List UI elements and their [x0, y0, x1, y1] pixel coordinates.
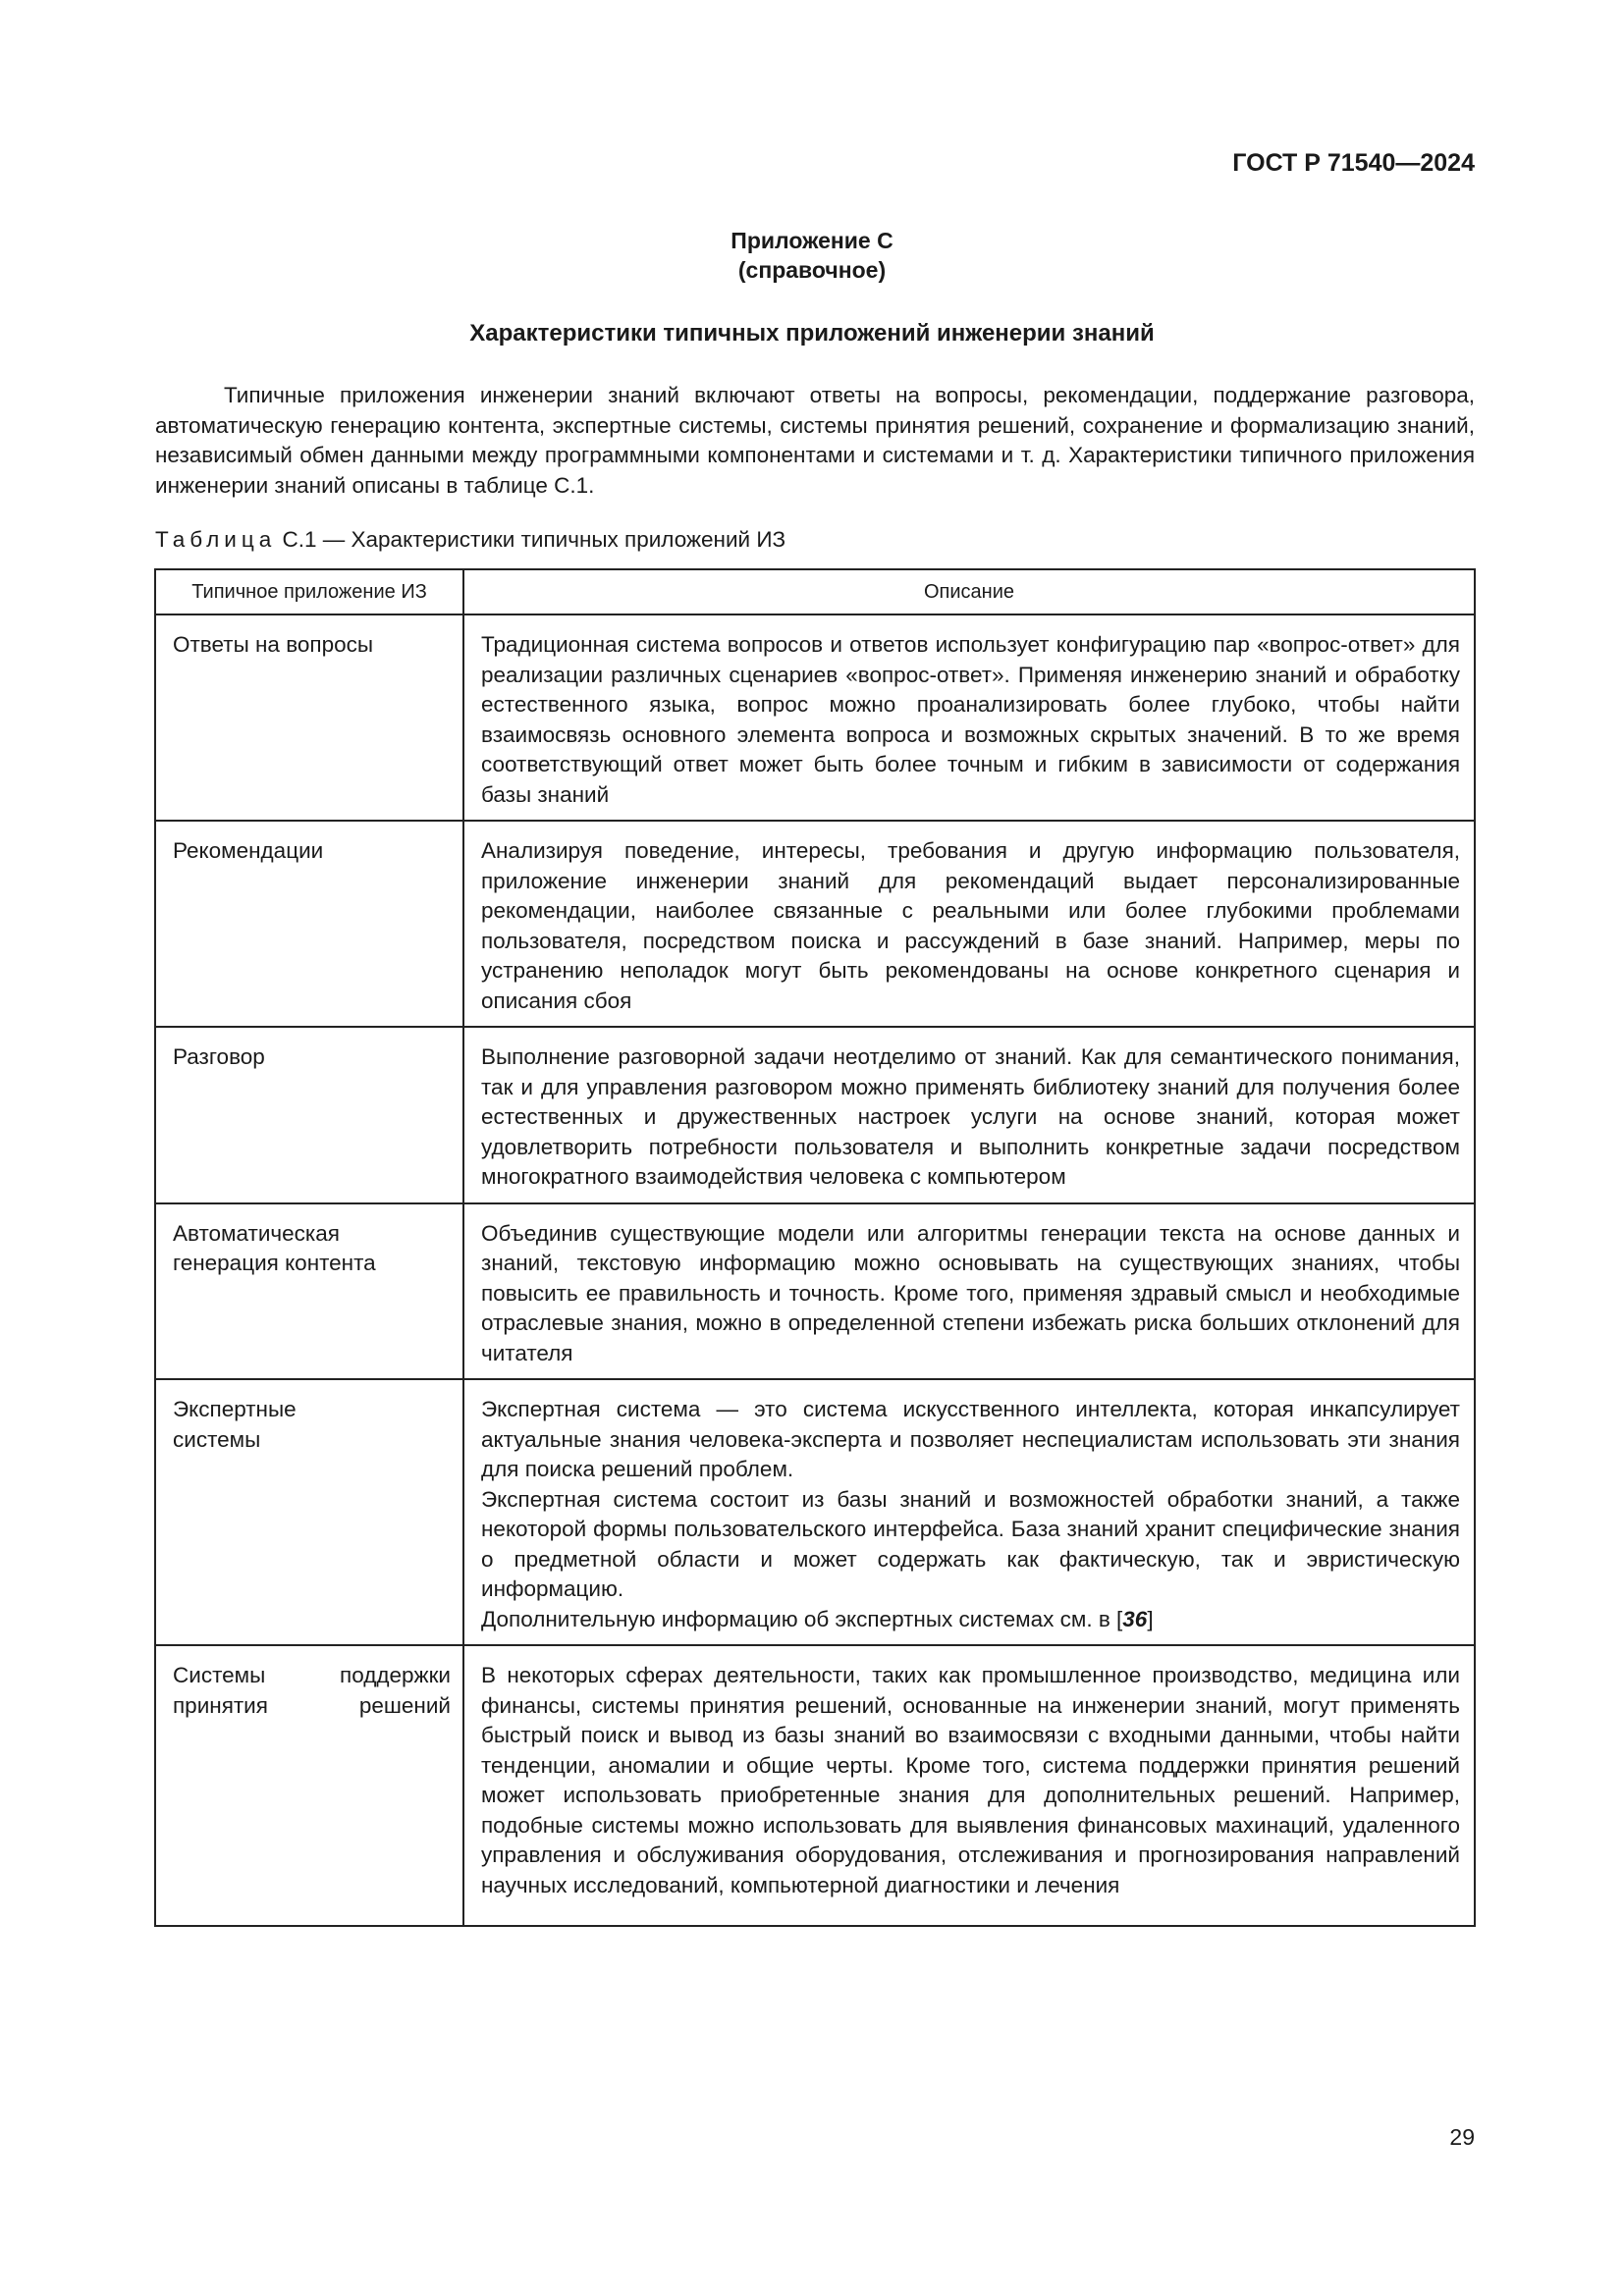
application-cell: Ответы на вопросы: [155, 614, 463, 821]
table-row: [155, 1027, 1475, 1203]
application-cell: Системы поддержки принятия решений: [155, 1645, 463, 1926]
page-number: 29: [1449, 2124, 1475, 2150]
reference-prefix: Дополнительную информацию об экспертных системах см. в [: [481, 1606, 1123, 1631]
reference-suffix: ]: [1147, 1606, 1154, 1631]
column-header-description: Описание: [463, 569, 1475, 614]
description-cell: [463, 1379, 1475, 1645]
description-paragraph: В некоторых сферах деятельности, таких как промышленное производство, медицина или финансы, системы принятия решений, основанные на инженерии знаний, могут применять быстрый поиск и вывод из базы знаний во взаимосвязи с входными данными, чтобы найти тенденции, аномалии и общие черты. Кроме того, система поддержки принятия решений может использовать приобретенные знания для дополнительных решений. Например, подобные системы можно использовать для выявления финансовых махинаций, удаленного управления и обслуживания оборудования, отслеживания и прогнозирования направлений научных исследований, компьютерной диагностики и лечения: [481, 1663, 1460, 1897]
appendix-title: Приложение С: [731, 228, 893, 253]
table-row: [155, 821, 1475, 1027]
table-caption-text: С.1 — Характеристики типичных приложений ИЗ: [282, 527, 786, 552]
section-heading: Характеристики типичных приложений инженерии знаний: [469, 320, 1155, 347]
description-cell: [463, 1645, 1475, 1926]
table-header-row: [155, 569, 1475, 614]
description-paragraph: Традиционная система вопросов и ответов использует конфигурацию пар «вопрос-ответ» для реализации различных сценариев «вопрос-ответ». Применяя инженерию знаний и обработку естественного языка, вопрос можно проанализировать более глубоко, чтобы найти взаимосвязь основного элемента вопроса и возможных скрытых значений. В то же время соответствующий ответ может быть более точным и гибким в зависимости от содержания базы знаний: [481, 632, 1460, 807]
description-cell: [463, 614, 1475, 821]
appendix-subtitle: (справочное): [737, 257, 887, 283]
table-row: [155, 1203, 1475, 1380]
description-paragraph: Объединив существующие модели или алгоритмы генерации текста на основе данных и знаний, текстовую информацию можно основывать на существующих знаниях, чтобы повысить ее правильность и точность. Кроме того, применяя здравый смысл и необходимые отраслевые знания, можно в определенной степени избежать риска больших отклонений для читателя: [481, 1220, 1460, 1365]
description-paragraph: Экспертная система — это система искусственного интеллекта, которая инкапсулирует актуальные знания человека-эксперта и позволяет неспециалистам использовать эти знания для поиска решений проблем.: [481, 1397, 1460, 1481]
description-paragraph: Анализируя поведение, интересы, требования и другую информацию пользователя, приложение инженерии знаний для рекомендаций выдает персонализированные рекомендации, наиболее связанные с реальными или более глубокими проблемами пользователя, посредством поиска и рассуждений в базе знаний. Например, меры по устранению неполадок могут быть рекомендованы на основе конкретного сценария и описания сбоя: [481, 838, 1460, 1013]
table-caption-label: Таблица: [155, 527, 277, 552]
description-cell: [463, 821, 1475, 1027]
description-paragraph: Экспертная система состоит из базы знаний и возможностей обработки знаний, а также некоторой формы пользовательского интерфейса. База знаний хранит специфические знания о предметной области и может содержать как фактическую, так и эвристическую информацию.: [481, 1486, 1460, 1601]
table-row: [155, 614, 1475, 821]
description-cell: [463, 1203, 1475, 1380]
application-cell: Автоматическая генерация контента: [155, 1203, 463, 1380]
bibliography-reference-link[interactable]: 36: [1122, 1606, 1148, 1631]
description-paragraph: Выполнение разговорной задачи неотделимо от знаний. Как для семантического понимания, так и для управления разговором можно применять библиотеку знаний для получения более естественных и дружественных настроек услуги на основе знаний, которая может удовлетворить потребности пользователя и выполнить конкретные задачи посредством многократного взаимодействия человека с компьютером: [481, 1044, 1460, 1189]
table-row: [155, 1645, 1475, 1926]
table-row: [155, 1379, 1475, 1645]
application-cell: Разговор: [155, 1027, 463, 1203]
description-reference-line: [481, 1605, 1460, 1635]
characteristics-table: [154, 568, 1476, 1927]
application-cell: Экспертные системы: [155, 1379, 463, 1645]
table-caption: [155, 527, 785, 553]
appendix-heading: [0, 226, 1624, 285]
document-code: ГОСТ Р 71540—2024: [1232, 149, 1475, 177]
column-header-application: Типичное приложение ИЗ: [155, 569, 463, 614]
application-cell: Рекомендации: [155, 821, 463, 1027]
description-cell: [463, 1027, 1475, 1203]
intro-paragraph: Типичные приложения инженерии знаний включают ответы на вопросы, рекомендации, поддержание разговора, автоматическую генерацию контента, экспертные системы, системы принятия решений, сохранение и формализацию знаний, независимый обмен данными между программными компонентами и системами и т. д. Характеристики типичного приложения инженерии знаний описаны в таблице С.1.: [155, 383, 1475, 498]
